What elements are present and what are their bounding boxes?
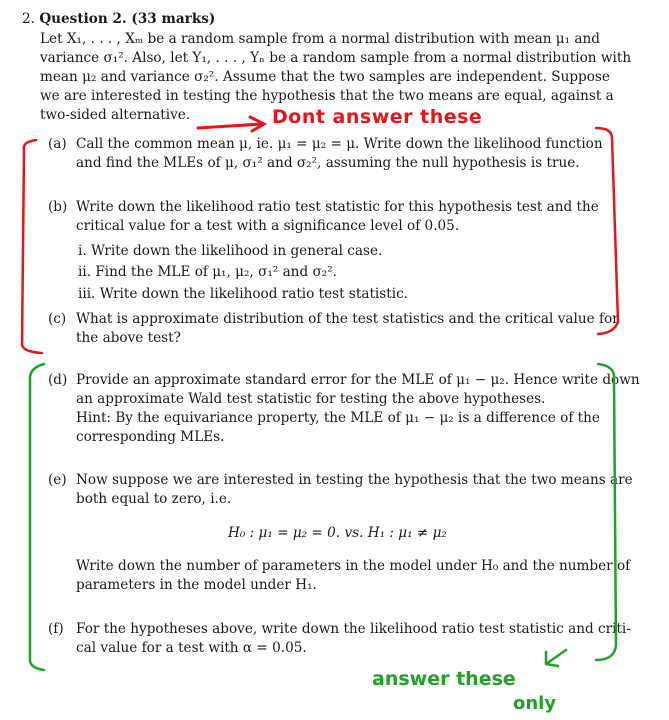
intro-line: two-sided alternative.	[40, 107, 191, 123]
green-left-bracket	[30, 364, 44, 670]
part-b-line: Write down the likelihood ratio test statistic for this hypothesis test and the	[76, 199, 599, 215]
part-d	[48, 371, 640, 447]
sub-label: i.	[78, 243, 87, 259]
part-f	[48, 620, 631, 658]
part-a-line: Call the common mean μ, ie. μ₁ = μ₂ = μ. Write down the likelihood function	[76, 136, 603, 152]
part-e-after-line: Write down the number of parameters in the model under H₀ and the number of	[76, 558, 631, 574]
part-e-line: both equal to zero, i.e.	[76, 491, 232, 507]
part-d-line: Hint: By the equivariance property, the MLE of μ₁ − μ₂ is a difference of the	[76, 410, 600, 426]
part-d-line: an approximate Wald test statistic for testing the above hypotheses.	[76, 391, 546, 407]
part-b-sub-iii	[78, 285, 598, 304]
part-label: (b)	[48, 199, 68, 215]
part-e-after-line: parameters in the model under H₁.	[76, 577, 317, 593]
part-label: (f)	[48, 621, 64, 637]
part-c-line: What is approximate distribution of the test statistics and the critical value for	[76, 311, 619, 327]
part-e	[48, 471, 633, 509]
intro-line: mean μ₂ and variance σ₂². Assume that the two samples are independent. Suppose	[40, 69, 610, 85]
answer-these-annotation: answer these	[372, 668, 516, 690]
question-header	[22, 10, 215, 29]
part-e-line: Now suppose we are interested in testing the hypothesis that the two means are	[76, 472, 633, 488]
hypothesis-equation: H₀ : μ₁ = μ₂ = 0. vs. H₁ : μ₁ ≠ μ₂	[228, 525, 447, 541]
intro-line: variance σ₁². Also, let Y₁, . . . , Yₙ be a random sample from a normal distribution with	[40, 50, 632, 66]
sub-text: Find the MLE of μ₁, μ₂, σ₁² and σ₂².	[95, 264, 337, 280]
question-title: Question 2. (33 marks)	[39, 11, 216, 27]
part-b-sub-i	[78, 242, 598, 261]
part-label: (a)	[48, 136, 67, 152]
question-number: 2.	[22, 11, 35, 27]
part-f-line: For the hypotheses above, write down the likelihood ratio test statistic and criti-	[76, 621, 631, 637]
dont-answer-annotation: Dont answer these	[272, 106, 483, 128]
part-f-line: cal value for a test with α = 0.05.	[76, 640, 307, 656]
sub-text: Write down the likelihood ratio test statistic.	[99, 286, 408, 302]
sub-label: iii.	[78, 286, 96, 302]
part-a-line: and find the MLEs of μ, σ₁² and σ₂², assuming the null hypothesis is true.	[76, 155, 580, 171]
part-b-line: critical value for a test with a significance level of 0.05.	[76, 218, 460, 234]
part-c	[48, 310, 619, 348]
sub-label: ii.	[78, 264, 92, 280]
sub-text: Write down the likelihood in general case.	[91, 243, 383, 259]
part-e-followup	[48, 557, 631, 595]
part-label: (c)	[48, 311, 67, 327]
part-a	[48, 135, 608, 173]
part-label: (e)	[48, 472, 67, 488]
intro-line: we are interested in testing the hypothesis that the two means are equal, against a	[40, 88, 614, 104]
part-b	[48, 198, 608, 236]
part-b-sub-ii	[78, 263, 598, 282]
part-d-line: corresponding MLEs.	[76, 429, 225, 445]
intro-line: Let X₁, . . . , Xₘ be a random sample from a normal distribution with mean μ₁ and	[40, 31, 600, 47]
only-annotation: only	[513, 693, 557, 714]
red-left-bracket	[22, 140, 42, 353]
part-label: (d)	[48, 372, 68, 388]
part-d-line: Provide an approximate standard error for the MLE of μ₁ − μ₂. Hence write down	[76, 372, 640, 388]
part-c-line: the above test?	[76, 330, 181, 346]
